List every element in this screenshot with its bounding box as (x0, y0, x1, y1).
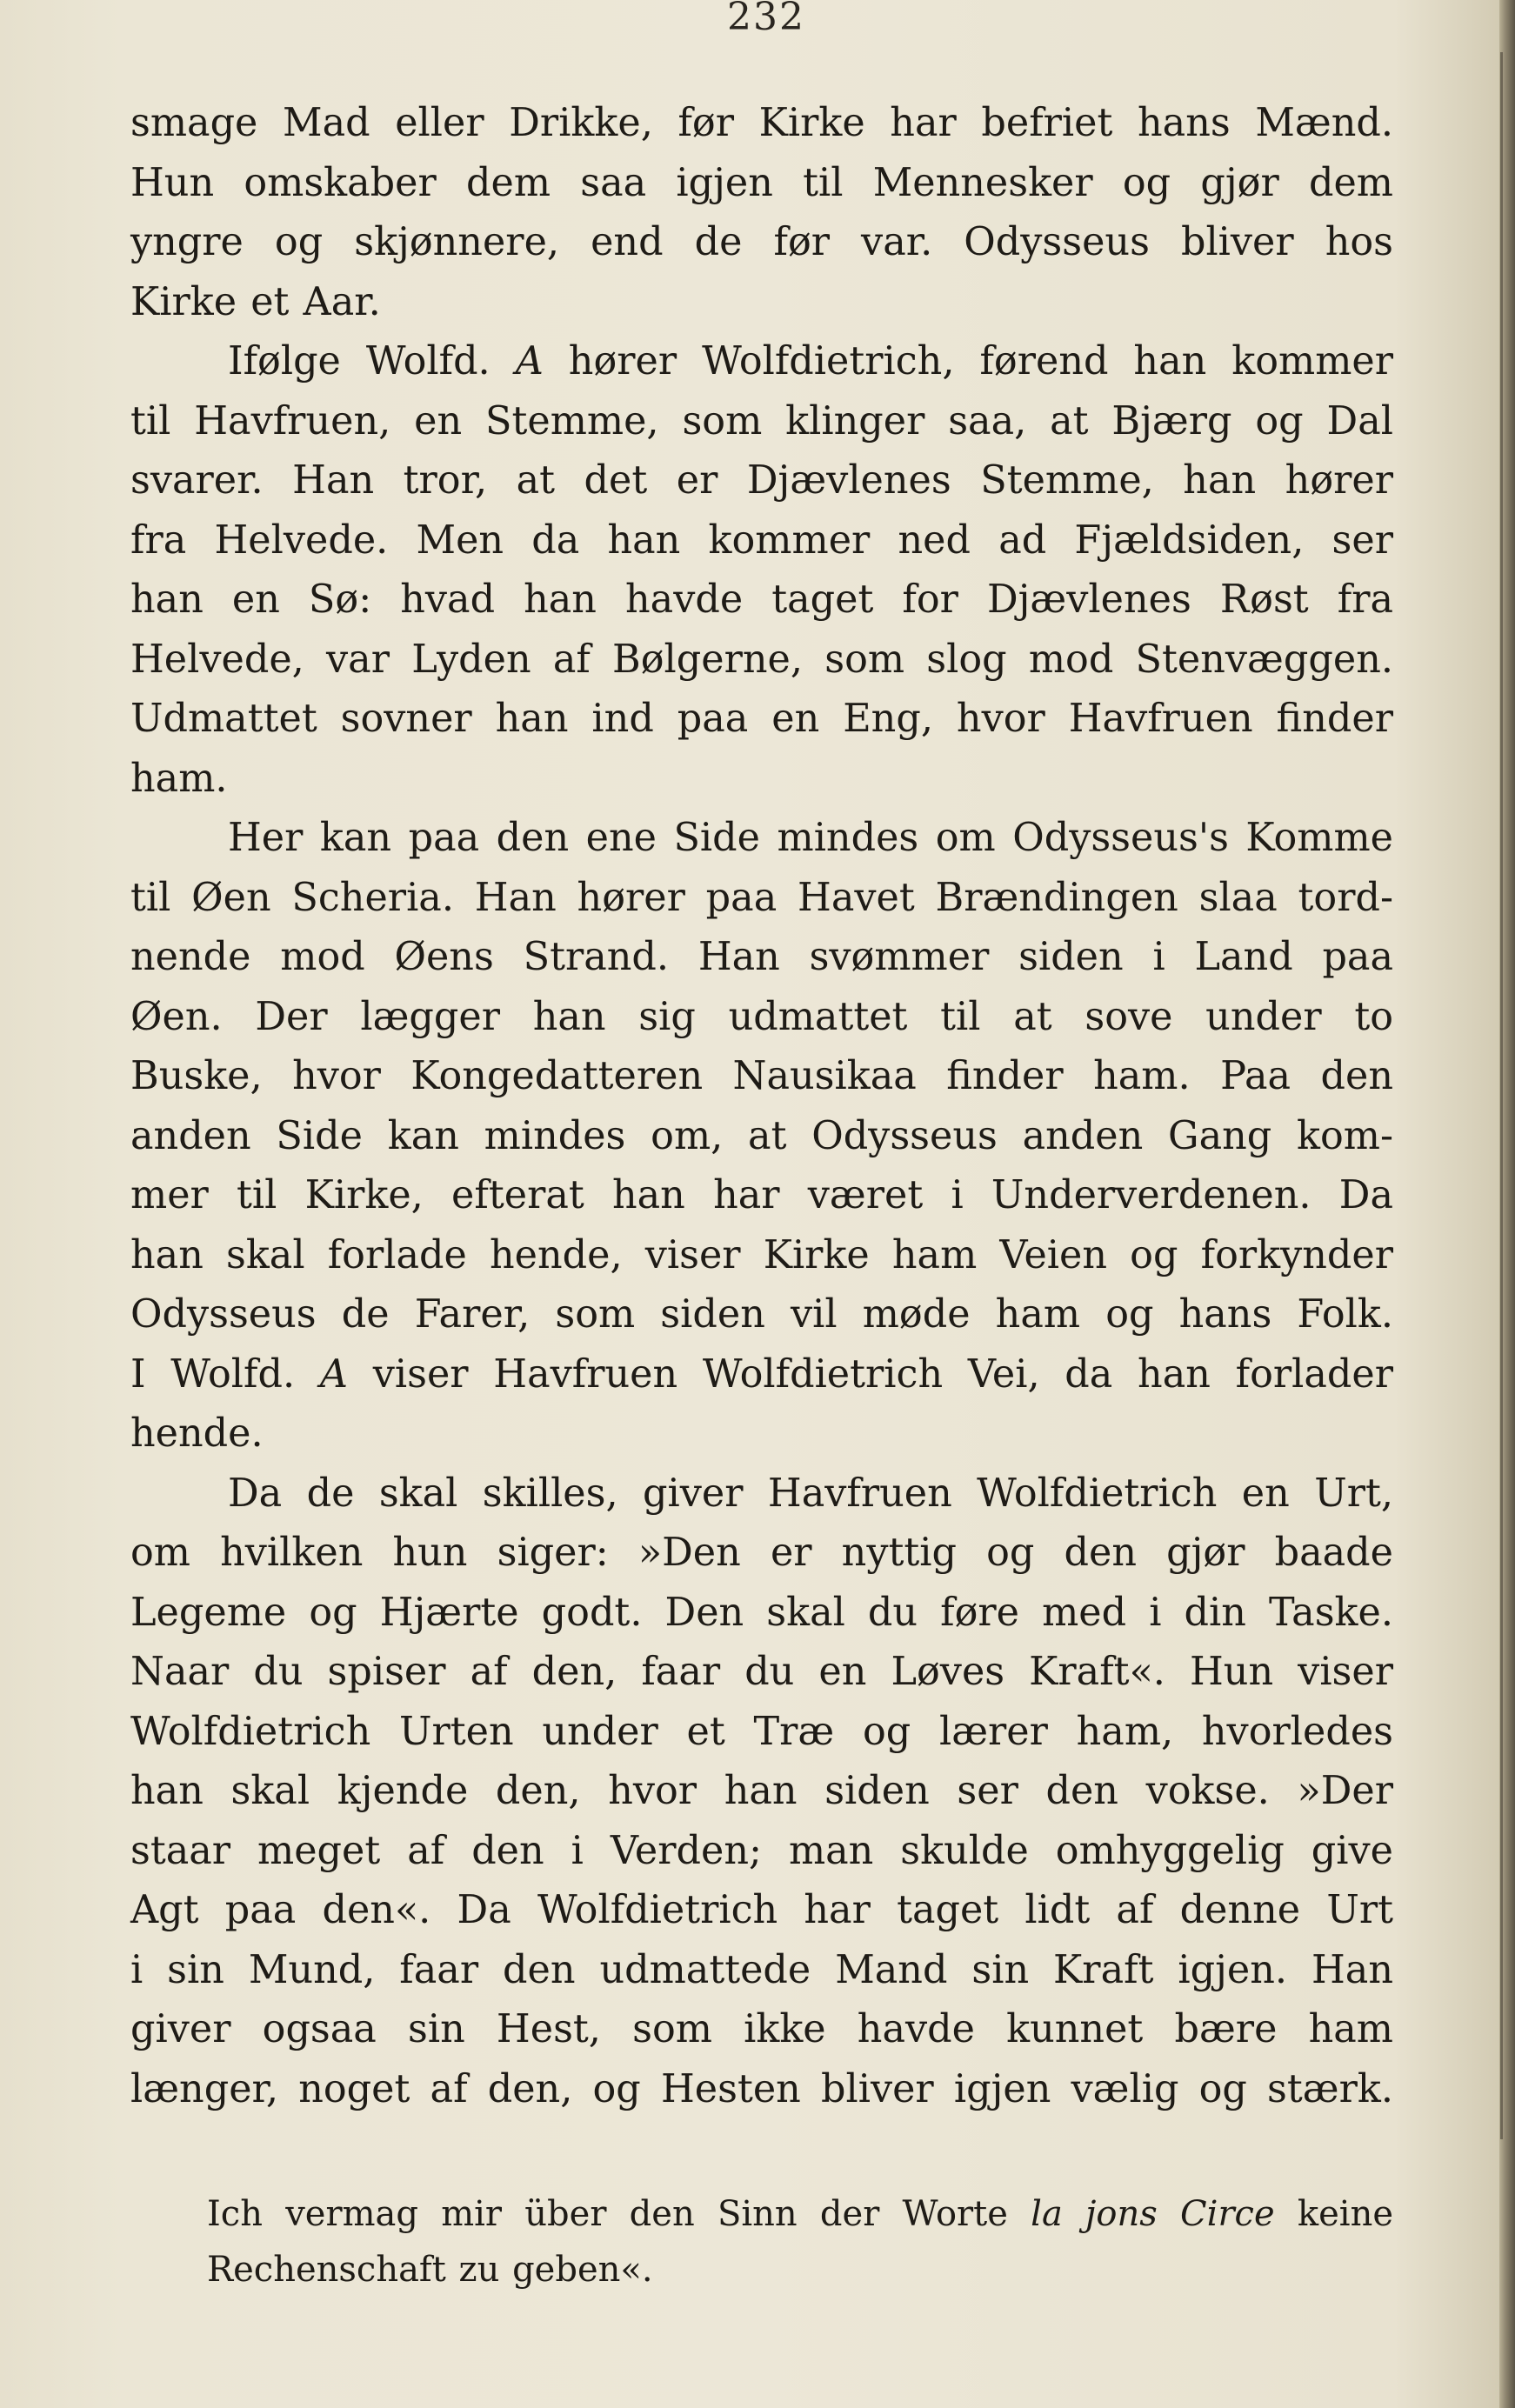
text-line: til Øen Scheria. Han hører paa Havet Brændingen slaa tord- (130, 875, 1393, 920)
text-line: Øen. Der lægger han sig udmattet til at sove under to (130, 994, 1393, 1039)
text-line: I Wolfd. A viser Havfruen Wolfdietrich Vei, da han forlader (130, 1351, 1394, 1397)
text-line: ham. (130, 756, 228, 801)
text-line: smage Mad eller Drikke, før Kirke har befriet hans Mænd. (130, 101, 1393, 145)
text-line: yngre og skjønnere, end de før var. Odysseus bliver hos (130, 220, 1393, 264)
text-line: Buske, hvor Kongedatteren Nausikaa finder ham. Paa den (130, 1054, 1393, 1098)
footnote (207, 2186, 1393, 2298)
body-text (130, 94, 1393, 2119)
text-line: Agt paa den«. Da Wolfdietrich har taget lidt af denne Urt (130, 1888, 1393, 1932)
footnote-italic-phrase: la jons Circe (1031, 2194, 1275, 2234)
text-line: svarer. Han tror, at det er Djævlenes Stemme, han hører (130, 458, 1393, 503)
text-line: i sin Mund, faar den udmattede Mand sin Kraft igjen. Han (130, 1947, 1393, 1992)
footnote-line-2: Rechenschaft zu geben«. (207, 2250, 653, 2290)
text-line: Odysseus de Farer, som siden vil møde ham og hans Folk. (130, 1292, 1393, 1337)
text-line: giver ogsaa sin Hest, som ikke havde kunnet bære ham (130, 2007, 1393, 2051)
footnote-line-1 (207, 2186, 1393, 2242)
text-line: Wolfdietrich Urten under et Træ og lærer ham, hvorledes (130, 1709, 1393, 1754)
text-line: han en Sø: hvad han havde taget for Djævlenes Røst fra (130, 577, 1393, 622)
text-line: hende. (130, 1411, 264, 1456)
text-line: anden Side kan mindes om, at Odysseus anden Gang kom- (130, 1113, 1393, 1158)
text-line: Helvede, var Lyden af Bølgerne, som slog mod Stenvæggen. (130, 637, 1393, 682)
text-line: til Havfruen, en Stemme, som klinger saa, at Bjærg og Dal (130, 398, 1393, 444)
text-line: fra Helvede. Men da han kommer ned ad Fjældsiden, ser (130, 517, 1393, 563)
text-line: Da de skal skilles, giver Havfruen Wolfdietrich en Urt, (228, 1471, 1393, 1516)
italic-letter: A (515, 339, 544, 384)
text-line: staar meget af den i Verden; man skulde omhyggelig give (130, 1828, 1393, 1873)
text-line: Hun omskaber dem saa igjen til Mennesker og gjør dem (130, 160, 1393, 205)
text-line: Kirke et Aar. (130, 279, 381, 324)
page-edge-line (1500, 52, 1503, 2139)
text-line: han skal forlade hende, viser Kirke ham Veien og forkynder (130, 1232, 1393, 1277)
text-line: han skal kjende den, hvor han siden ser den vokse. »Der (130, 1769, 1393, 1813)
text-line: Udmattet sovner han ind paa en Eng, hvor Havfruen finder (130, 697, 1393, 741)
text-line: Naar du spiser af den, faar du en Løves Kraft«. Hun viser (130, 1650, 1393, 1694)
footnote-text: Ich vermag mir über den Sinn der Worte (207, 2194, 1008, 2234)
text-line: Her kan paa den ene Side mindes om Odysseus's Komme (228, 816, 1393, 860)
text-line: nende mod Øens Strand. Han svømmer siden i Land paa (130, 935, 1393, 979)
text-line: om hvilken hun siger: »Den er nyttig og den gjør baade (130, 1531, 1393, 1575)
italic-letter: A (319, 1351, 349, 1397)
text-line: længer, noget af den, og Hesten bliver igjen vælig og stærk. (130, 2066, 1393, 2111)
text-line: Ifølge Wolfd. A hører Wolfdietrich, førend han kommer (228, 339, 1394, 384)
text-line: mer til Kirke, efterat han har været i Underverdenen. Da (130, 1173, 1393, 1217)
text-line: Legeme og Hjærte godt. Den skal du føre med i din Taske. (130, 1590, 1393, 1635)
footnote-text: keine (1297, 2194, 1394, 2234)
page-number: 232 (727, 0, 805, 39)
